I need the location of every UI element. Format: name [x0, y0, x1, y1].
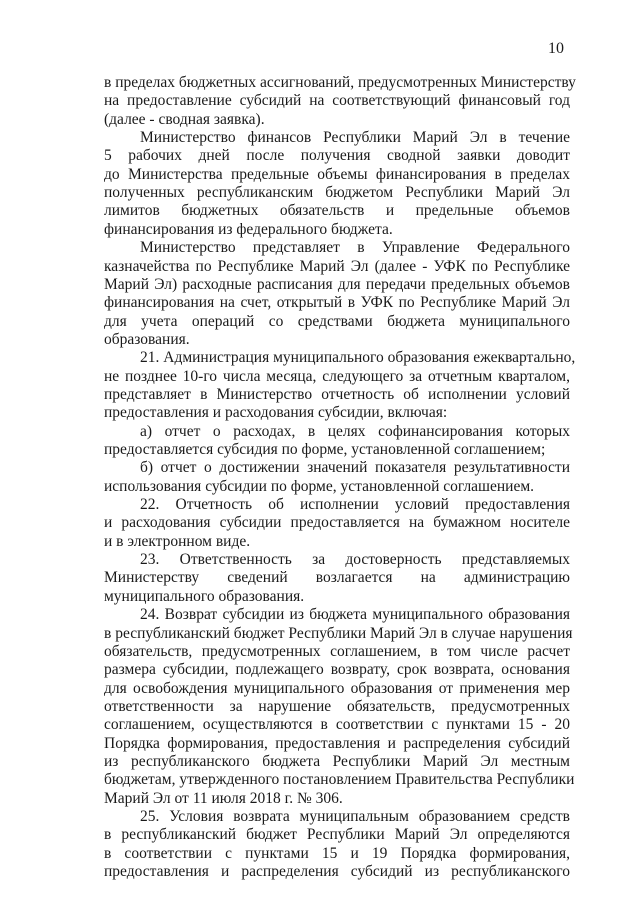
text-line: Марий Эл от 11 июля 2018 г. № 306. [104, 789, 343, 807]
text-line: предоставляется субсидия по форме, установленной соглашением; [104, 441, 546, 458]
page-number: 10 [548, 40, 564, 57]
text-line: не позднее 10-го числа месяца, следующего за отчетным кварталом, [104, 367, 570, 385]
text-line: в республиканский бюджет Республики Марий Эл в случае нарушения [104, 624, 573, 642]
text-line: использования субсидии по форме, установленной соглашением. [104, 477, 535, 495]
text-line: соглашением, осуществляются в соответствии с пунктами 15 - 20 [104, 716, 570, 734]
text-line: размера субсидии, подлежащего возврату, срок возврата, основания [104, 661, 570, 679]
text-line: Министерство представляет в Управление Федерального [140, 239, 570, 257]
text-line: Марий Эл) расходные расписания для передачи предельных объемов [104, 275, 570, 293]
text-line: Министерство финансов Республики Марий Эл в течение [140, 129, 570, 147]
text-line: на предоставление субсидий на соответствующий финансовый год [104, 92, 570, 110]
text-line: 22. Отчетность об исполнении условий предоставления [140, 496, 570, 514]
text-line: в пределах бюджетных ассигнований, предусмотренных Министерству [104, 74, 576, 91]
text-line: лимитов бюджетных обязательств и предельные объемов [104, 202, 570, 220]
text-line: ответственности за нарушение обязательств, предусмотренных [104, 697, 570, 715]
text-line: образования. [104, 330, 190, 348]
text-line: и расходования субсидии предоставляется на бумажном носителе [104, 514, 570, 532]
text-line: казначейства по Республике Марий Эл (далее - УФК по Республике [104, 257, 570, 275]
text-line: Порядка формирования, предоставления и распределения субсидий [104, 734, 570, 752]
text-line: финансирования на счет, открытый в УФК по Республике Марий Эл [104, 294, 570, 312]
text-line: обязательств, предусмотренных соглашением, в том числе расчет [104, 642, 570, 660]
text-line: представляет в Министерство отчетность об исполнении условий [104, 385, 570, 403]
text-line: из республиканского бюджета Республики Марий Эл местным [104, 752, 570, 770]
text-line: в соответствии с пунктами 15 и 19 Порядка формирования, [104, 844, 570, 862]
text-line: 24. Возврат субсидии из бюджета муниципального образования [140, 606, 570, 624]
text-line: до Министерства предельные объемы финансирования в пределах [104, 165, 570, 183]
text-line: б) отчет о достижении значений показателя результативности [140, 459, 570, 477]
text-line: предоставления и распределения субсидий из республиканского [104, 863, 570, 881]
text-line: для освобождения муниципального образования от применения мер [104, 679, 570, 697]
text-line: а) отчет о расходах, в целях софинансирования которых [140, 422, 570, 440]
text-line: предоставления и расходования субсидии, включая: [104, 404, 448, 422]
text-line: для учета операций со средствами бюджета муниципального [104, 312, 570, 330]
text-line: в республиканский бюджет Республики Марий Эл определяются [104, 826, 570, 844]
text-line: 23. Ответственность за достоверность представляемых [140, 551, 570, 569]
text-line: полученных республиканским бюджетом Республики Марий Эл [104, 184, 570, 202]
text-line: (далее - сводная заявка). [104, 110, 265, 128]
text-line: и в электронном виде. [104, 532, 251, 550]
text-line: муниципального образования. [104, 587, 305, 605]
text-line: финансирования из федерального бюджета. [104, 220, 393, 238]
text-line: 25. Условия возврата муниципальным образованием средств [140, 808, 570, 825]
text-line: 21. Администрация муниципального образования ежеквартально, [140, 349, 576, 367]
text-line: 5 рабочих дней после получения сводной заявки доводит [104, 147, 570, 165]
text-line: бюджетам, утвержденного постановлением Правительства Республики [104, 771, 575, 789]
text-line: Министерству сведений возлагается на администрацию [104, 569, 570, 587]
